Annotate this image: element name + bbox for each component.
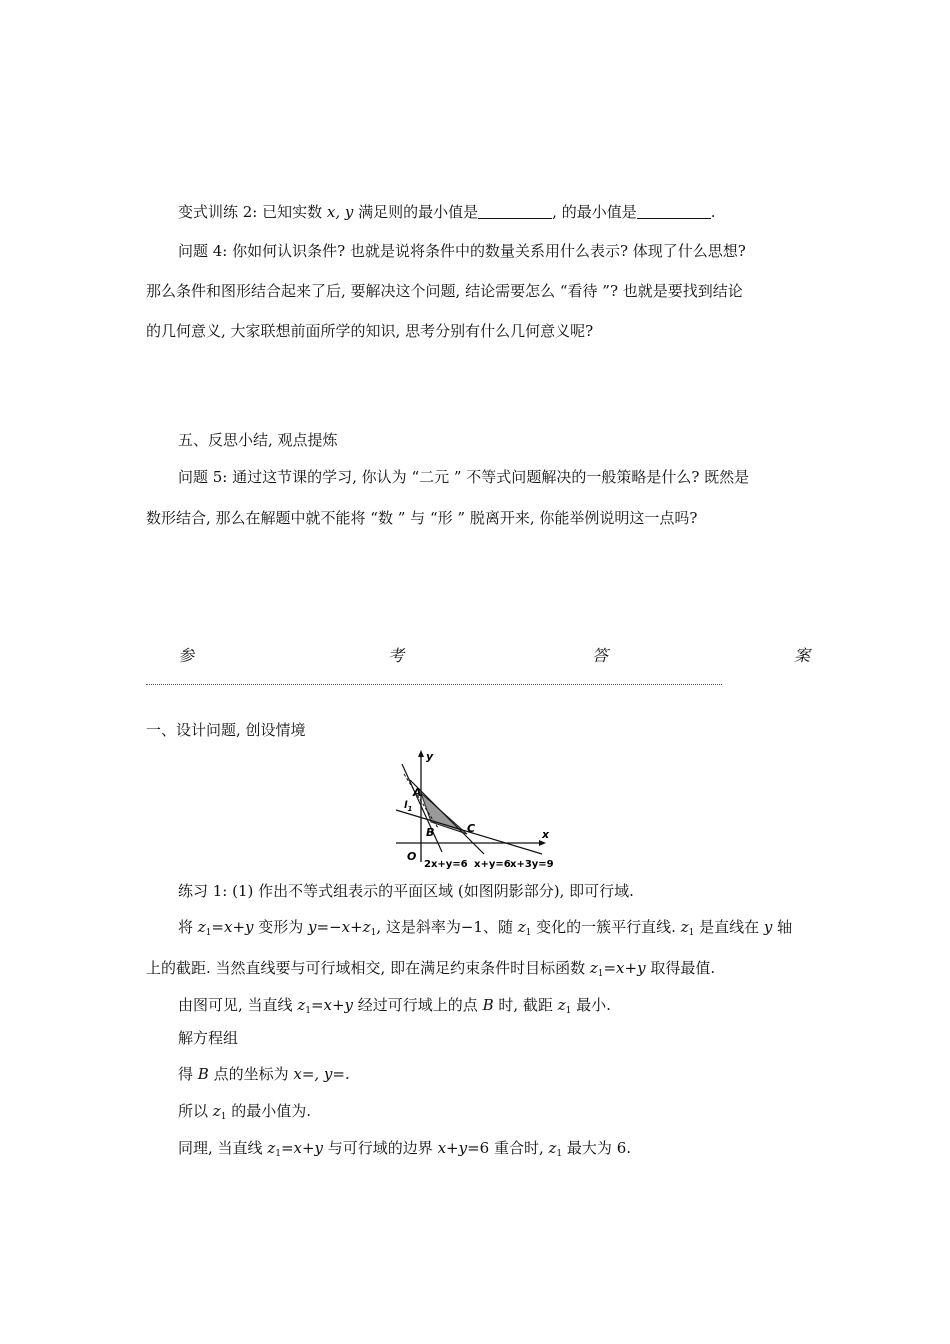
eq-x-3y-9-label: x+3y=9 — [510, 859, 554, 870]
variant2-mid2: , 的最小值是 — [552, 203, 637, 221]
variant-training-2 — [178, 202, 716, 222]
solution-p7: 所以 $z_1$ 的最小值为. — [178, 1102, 311, 1122]
point-c-label: C — [467, 822, 476, 835]
point-a-label: A — [413, 786, 422, 799]
feasible-region-figure — [390, 748, 562, 872]
eq-2x-y-6-label: 2x+y=6 — [424, 859, 468, 870]
solution-p2: 将 $z_1=x+y$ 变形为 $y=-x+z_1$, 这是斜率为−1、随 $z_1$ 变化的一簇平行直线. $z_1$ 是直线在 y 轴 — [178, 918, 793, 938]
question4-line2: 那么条件和图形结合起来了后, 要解决这个问题, 结论需要怎么 “看待 ”? 也就是要找到结论 — [146, 282, 743, 300]
variant2-end: . — [710, 203, 716, 221]
answer-heading-char: 答 — [592, 646, 609, 665]
answer-heading-char: 案 — [794, 646, 811, 665]
variant2-mid: 满足则的最小值是 — [353, 203, 479, 221]
answer-heading-char: 考 — [388, 646, 405, 665]
line-l1-label: $l_1$ — [404, 800, 413, 813]
question5-line2: 数形结合, 那么在解题中就不能将 “数 ” 与 “形 ” 脱离开来, 你能举例说明这一点吗? — [146, 509, 698, 527]
y-axis-label: y — [426, 750, 434, 763]
answer-section1-heading: 一、设计问题, 创设情境 — [146, 721, 306, 739]
solution-p8: 同理, 当直线 $z_1=x+y$ 与可行域的边界 x+y=6 重合时, $z_1$ 最大为 6. — [178, 1139, 632, 1159]
question5-line1: 问题 5: 通过这节课的学习, 你认为 “二元 ” 不等式问题解决的一般策略是什么? 既然是 — [178, 468, 750, 486]
point-b-label: B — [426, 826, 435, 839]
eq-x-y-6-label: x+y=6 — [474, 859, 511, 870]
y-axis-arrow — [418, 750, 424, 757]
answer-heading-char: 参 — [178, 646, 195, 665]
solution-p6: 得 B 点的坐标为 x=, y=. — [178, 1065, 350, 1083]
variant2-prefix: 变式训练 2: 已知实数 — [178, 203, 327, 221]
solution-p4: 由图可见, 当直线 $z_1=x+y$ 经过可行域上的点 B 时, 截距 $z_1$ 最小. — [178, 996, 611, 1016]
section5-heading: 五、反思小结, 观点提炼 — [178, 431, 338, 449]
x-axis-label: x — [542, 828, 550, 841]
dotted-divider — [146, 684, 722, 685]
answer-blank-2[interactable] — [637, 204, 711, 219]
question4-line3: 的几何意义, 大家联想前面所学的知识, 思考分别有什么几何意义呢? — [146, 322, 594, 340]
solution-p5: 解方程组 — [178, 1029, 239, 1047]
answer-heading — [146, 643, 810, 665]
variant2-vars: x, y — [326, 203, 354, 221]
solution-p1: 练习 1: (1) 作出不等式组表示的平面区域 (如图阴影部分), 即可行域. — [178, 882, 634, 900]
origin-label: O — [407, 850, 417, 863]
answer-blank-1[interactable] — [478, 204, 552, 219]
question4-line1: 问题 4: 你如何认识条件? 也就是说将条件中的数量关系用什么表示? 体现了什么思想? — [178, 242, 746, 260]
solution-p3: 上的截距. 当然直线要与可行域相交, 即在满足约束条件时目标函数 $z_1=x+y$ 取得最值. — [146, 959, 716, 979]
